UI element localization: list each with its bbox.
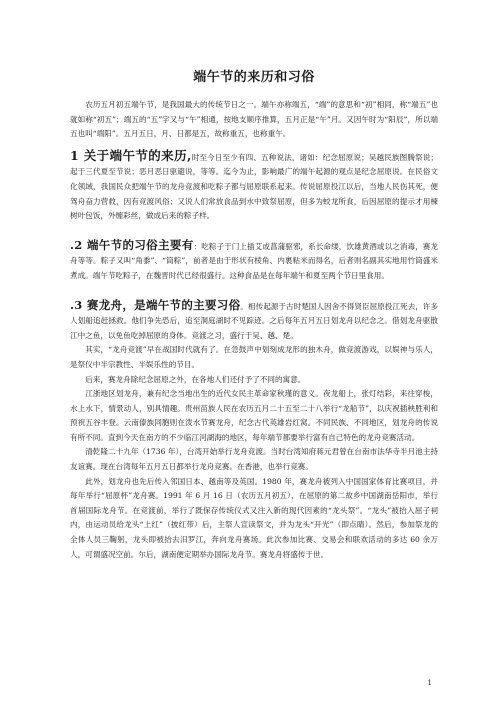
section-1-paragraph (70, 149, 438, 224)
international-paragraph: 此外，划龙舟也先后传入邻国日本、越南等及英国。1980 年，赛龙舟被列入中国国家体育比赛项目，并每年举行“屈原杯”龙舟赛。1991 年 6 月 16 日（农历五月初五），在屈原的第二故乡中国湖南岳阳市，举行首届国际龙舟节。在竞渡前，举行了既保存传统仪式又注入新的现代因素的“龙头祭”。“龙头”被抬入屈子祠内，由运动员给龙头“上红”（披红带）后，主祭人宣读祭文，并为龙头“开光”（即点睛）。然后，参加祭龙的全体人员三鞠躬，龙头即被抬去汨罗江，奔向龙舟赛场。此次参加比赛、交易会和联欢活动的多达 60 余万人，可谓盛况空前。尔后，湖南便定期举办国际龙舟节。赛龙舟将盛传于世。 (70, 476, 438, 559)
page-number: 1 (427, 679, 432, 687)
section-1-body: 时至今日至少有四、五种说法，诸如：纪念屈原说；吴越民族图腾祭说；起于三代夏至节说；恶月恶日驱避说，等等。迄今为止，影响最广的端午起源的观点是纪念屈原说。在民俗文化领域，我国民众把端午节的龙舟竞渡和吃粽子都与屈原联系起来。传说屈原投江以后，当地人民伤其死，便驾舟奋力营救，因有竞渡风俗；又说人们常放食品到水中致祭屈原，但多为蛟龙所食，后因屈原的提示才用楝树叶包饭，外缠彩丝，做成后来的粽子样。 (70, 152, 439, 221)
dragon-boat-meanings-paragraph: 后来，赛龙舟除纪念屈原之外，在各地人们还付予了不同的寓意。 (85, 374, 306, 384)
document-title: 端午节的来历和习俗 (193, 70, 315, 85)
section-3-heading: .3 赛龙舟，是端午节的主要习俗 (70, 297, 241, 312)
intro-paragraph: 农历五月初五端午节，是我国最大的传统节日之一。端午亦称端五，“端”的意思和“初”相同，称“端五”也就如称“初五”；端五的“五”字又与“午”相通，按地支顺序推算，五月正是“午”月。又因午时为“阳辰”，所以端五也叫“端阳”。五月五日，月、日都是五，故称重五，也称重午。 (70, 100, 438, 139)
dragon-boat-origin-paragraph: 其实，“龙舟竞渡”早在战国时代就有了。在急鼓声中划刻成龙形的独木舟，做竞渡游戏，以娱神与乐人，是祭仪中半宗教性、半娱乐性的节目。 (70, 345, 438, 369)
section-3-paragraph (70, 298, 438, 344)
regional-customs-paragraph: 江浙地区划龙舟，兼有纪念当地出生的近代女民主革命家秋瑾的意义。夜龙船上，张灯结彩，来往穿梭，水上水下，情景动人，别具情趣。贵州苗族人民在农历五月二十五至二十八举行“龙船节”，以庆祝插秧胜利和预祝五谷丰登。云南傣族同胞则在泼水节赛龙舟，纪念古代英雄岩红窝。不同民族、不同地区，划龙舟的传说有所不同。直到今天在南方的不少临江河湖海的地区，每年端节都要举行富有自己特色的龙舟竞赛活动。 (70, 389, 438, 442)
section-2-paragraph (70, 238, 438, 284)
taiwan-paragraph: 清乾隆二十九年（1736 年），台湾开始举行龙舟竞渡。当时台湾知府蒋元君曾在台南市法华寺半月池主持友谊赛。现在台湾每年五月五日都举行龙舟竞赛。在香港，也举行竞赛。 (70, 447, 438, 472)
section-2-heading: .2 端午节的习俗主要有 (70, 237, 194, 252)
section-1-heading: 1 关于端午节的来历, (70, 147, 192, 163)
section-2-body: ：吃粽子于门上插艾或菖蒲驱邪，系长命缕，饮雄黄酒或以之消毒，赛龙舟等等。粽子又叫“角黍”、“筒粽”，前者是由于形状有棱角、内裹粘米而得名，后者则名副其实地用竹筒盛米煮成。端午节吃粽子，在魏晋时代已经很盛行。这种食品是在每年端午和夏至两个节日里食用。 (70, 241, 439, 280)
section-3-body: 。相传起源于古时楚国人因舍不得贤臣屈原投江死去，许多人划船追赶拯救。他们争先恐后，追至洞庭湖时不见踪迹。之后每年五月五日划龙舟以纪念之。借划龙舟驱散江中之鱼，以免鱼吃掉屈原的身体。竞渡之习，盛行于吴、越、楚。 (70, 301, 439, 340)
